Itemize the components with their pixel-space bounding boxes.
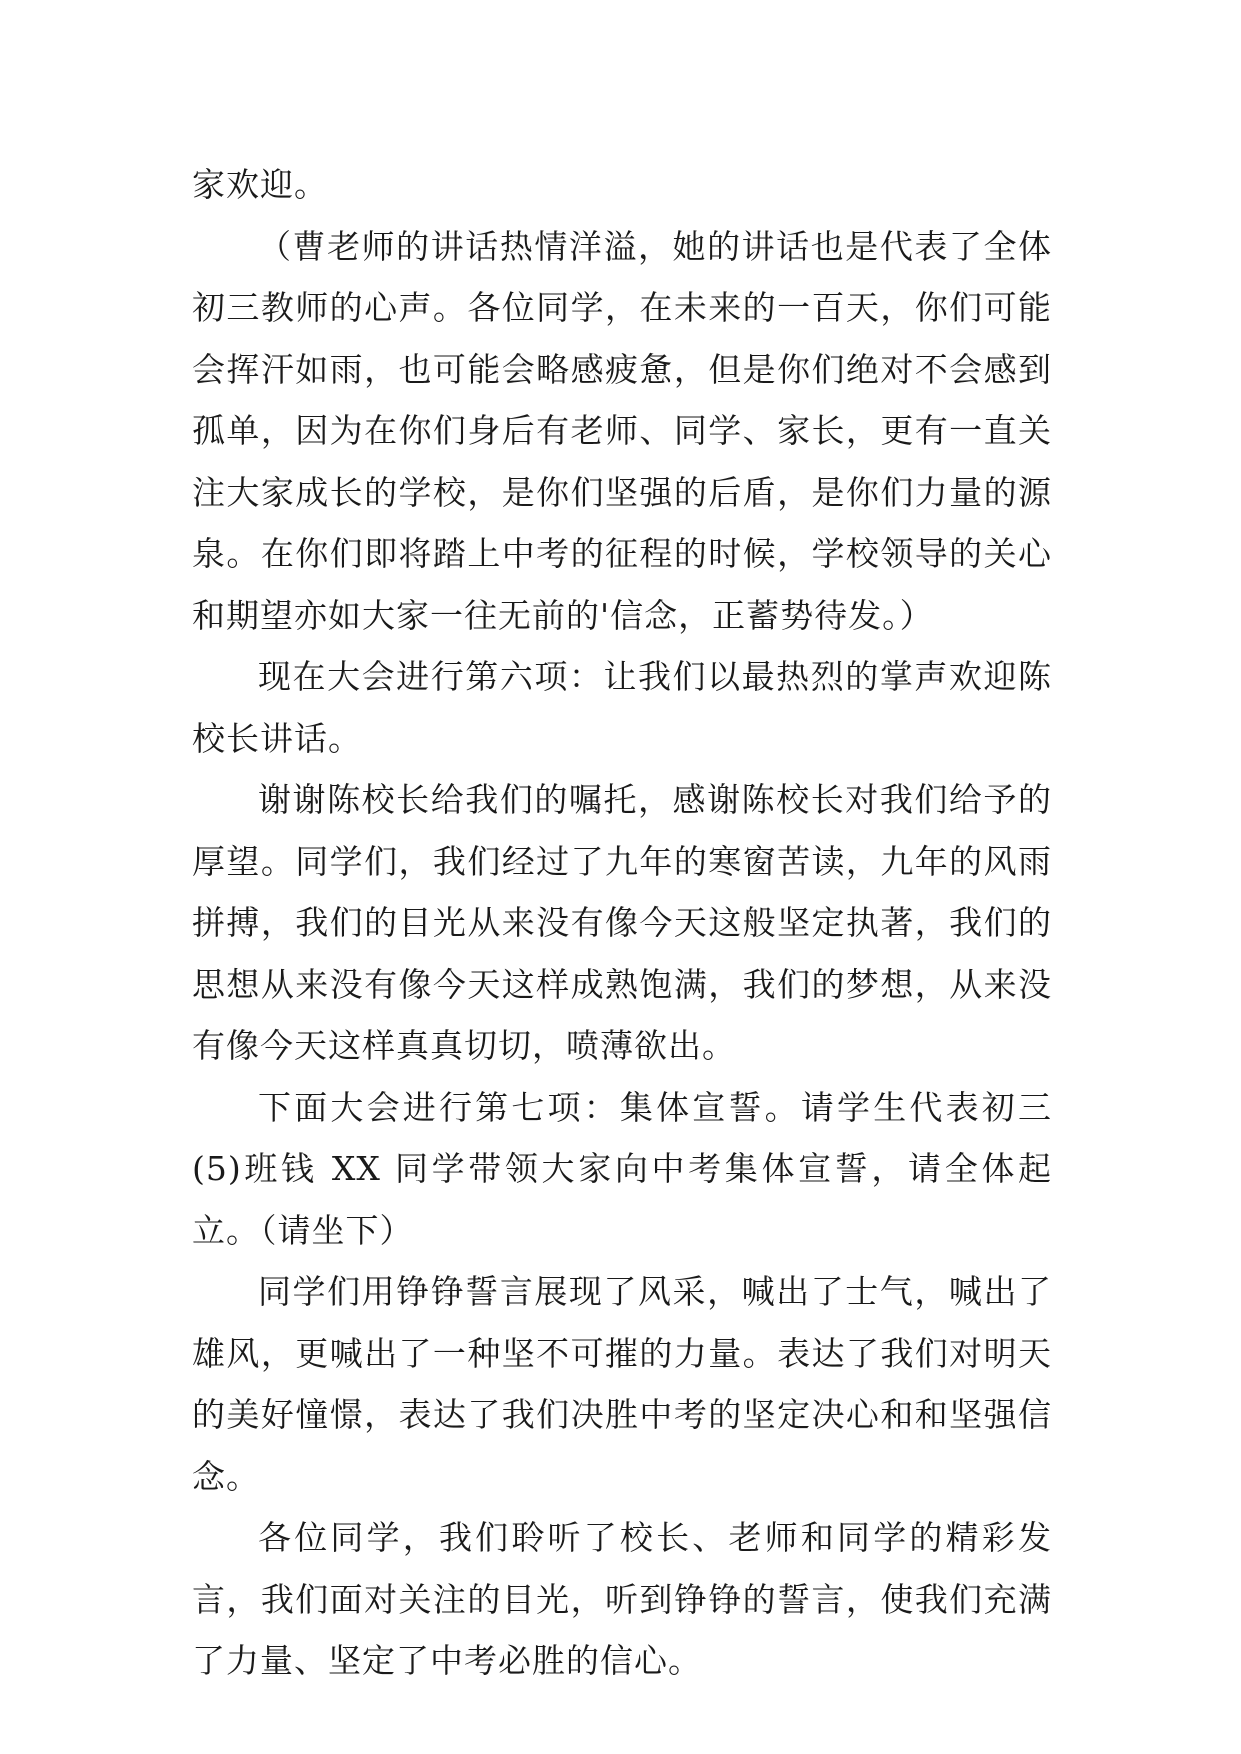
paragraph-closing: 各位同学，我们聆听了校长、老师和同学的精彩发言，我们面对关注的目光，听到铮铮的誓言，使我们充满了力量、坚定了中考必胜的信心。 xyxy=(192,1518,1052,1680)
paragraph-oath-reflection: 同学们用铮铮誓言展现了风采，喊出了士气，喊出了雄风，更喊出了一种坚不可摧的力量。表达了我们对明天的美好憧憬，表达了我们决胜中考的坚定决心和和坚强信念。 xyxy=(192,1272,1052,1496)
paragraph-item-seven: 下面大会进行第七项：集体宣誓。请学生代表初三(5)班钱 XX 同学带领大家向中考集体宣誓，请全体起立。（请坐下） xyxy=(192,1087,1052,1250)
paragraph-continued: 家欢迎。 xyxy=(192,165,328,204)
document-body xyxy=(192,154,1052,1692)
paragraph-thanks-principal: 谢谢陈校长给我们的嘱托，感谢陈校长对我们给予的厚望。同学们，我们经过了九年的寒窗苦读，九年的风雨拼搏，我们的目光从来没有像今天这般坚定执著，我们的思想从来没有像今天这样成熟饱满，我们的梦想，从来没有像今天这样真真切切，喷薄欲出。 xyxy=(192,780,1052,1065)
paragraph-teacher-speech-summary: （曹老师的讲话热情洋溢，她的讲话也是代表了全体初三教师的心声。各位同学，在未来的一百天，你们可能会挥汗如雨，也可能会略感疲惫，但是你们绝对不会感到孤单，因为在你们身后有老师、同学、家长，更有一直关注大家成长的学校，是你们坚强的后盾，是你们力量的源泉。在你们即将踏上中考的征程的时候，学校领导的关心和期望亦如大家一往无前的'信念，正蓄势待发。） xyxy=(192,226,1052,635)
paragraph-item-six: 现在大会进行第六项：让我们以最热烈的掌声欢迎陈校长讲话。 xyxy=(192,657,1052,758)
